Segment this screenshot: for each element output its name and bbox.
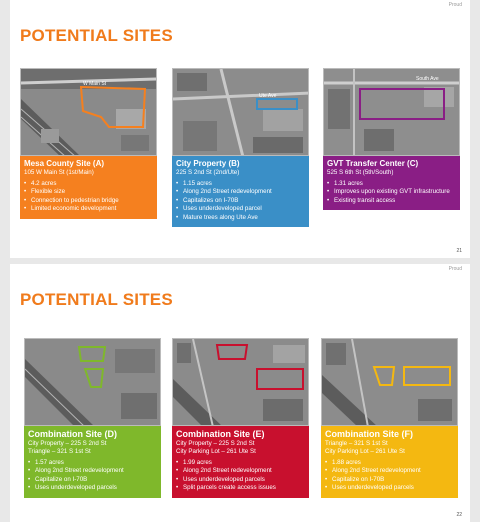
- bullet: • Capitalize on I-70B: [325, 476, 454, 484]
- site-b-info: [172, 156, 309, 227]
- slide-tag: Proud: [448, 266, 462, 272]
- bullet: • Uses underdeveloped parcels: [325, 484, 454, 492]
- bullet: • Limited economic development: [24, 205, 153, 213]
- map-label: South Ave: [416, 76, 439, 82]
- site-e-map: [172, 338, 309, 426]
- site-d-info: [24, 426, 161, 498]
- site-bullets: [325, 459, 454, 493]
- bullet: • Mature trees along Ute Ave: [176, 214, 305, 222]
- site-card-f: [321, 338, 458, 498]
- bullet: • Improves upon existing GVT infrastructure: [327, 188, 456, 196]
- slide-title: POTENTIAL SITES: [20, 26, 173, 45]
- site-address: City Property – 225 S 2nd St: [176, 440, 255, 447]
- slide-title: POTENTIAL SITES: [20, 290, 173, 309]
- bullet: • Along 2nd Street redevelopment: [28, 467, 157, 475]
- site-address: Triangle – 321 S 1st St: [325, 440, 388, 447]
- bullet: • Uses underdeveloped parcels: [176, 476, 305, 484]
- map-label: W Main St: [83, 81, 107, 87]
- bullet: • Connection to pedestrian bridge: [24, 197, 153, 205]
- site-name: Combination Site (F): [325, 429, 413, 439]
- site-card-a: [20, 68, 157, 219]
- site-bullets: [24, 180, 153, 214]
- site-name: City Property (B): [176, 159, 240, 168]
- site-address-2: City Parking Lot – 261 Ute St: [176, 448, 256, 455]
- page-number: 21: [456, 248, 462, 254]
- site-address-2: City Parking Lot – 261 Ute St: [325, 448, 405, 455]
- site-d-map: [24, 338, 161, 426]
- page-number: 22: [456, 512, 462, 518]
- bullet: • Along 2nd Street redevelopment: [176, 467, 305, 475]
- site-address: 525 S 6th St (5th/South): [327, 169, 394, 176]
- site-bullets: [176, 459, 305, 493]
- bullet: • Along 2nd Street redevelopment: [176, 188, 305, 196]
- bullet: • Uses underdeveloped parcels: [28, 484, 157, 492]
- site-name: Combination Site (D): [28, 429, 117, 439]
- bullet: • Existing transit access: [327, 197, 456, 205]
- bullet: • 1.99 acres: [176, 459, 305, 467]
- site-name: GVT Transfer Center (C): [327, 159, 419, 168]
- bullet: • 4.2 acres: [24, 180, 153, 188]
- site-card-d: [24, 338, 161, 498]
- bullet: • Capitalize on I-70B: [28, 476, 157, 484]
- site-f-map: [321, 338, 458, 426]
- site-address: City Property – 225 S 2nd St: [28, 440, 107, 447]
- bullet: • Capitalizes on I-70B: [176, 197, 305, 205]
- site-e-info: [172, 426, 309, 498]
- bullet: • 1.57 acres: [28, 459, 157, 467]
- site-card-b: [172, 68, 309, 227]
- site-f-info: [321, 426, 458, 498]
- site-a-map: [20, 68, 157, 156]
- slide-21: [10, 0, 470, 258]
- site-bullets: [327, 180, 456, 205]
- bullet: • Split parcels create access issues: [176, 484, 305, 492]
- site-name: Combination Site (E): [176, 429, 265, 439]
- bullet: • 1.88 acres: [325, 459, 454, 467]
- site-address-2: Triangle – 321 S 1st St: [28, 448, 91, 455]
- slide-tag: Proud: [448, 2, 462, 8]
- bullet: • Along 2nd Street redevelopment: [325, 467, 454, 475]
- site-bullets: [28, 459, 157, 493]
- site-c-info: [323, 156, 460, 210]
- site-a-info: [20, 156, 157, 219]
- site-c-map: [323, 68, 460, 156]
- site-address: 225 S 2nd St (2nd/Ute): [176, 169, 240, 176]
- site-card-c: [323, 68, 460, 210]
- bullet: • 1.15 acres: [176, 180, 305, 188]
- site-bullets: [176, 180, 305, 222]
- site-name: Mesa County Site (A): [24, 159, 105, 168]
- site-address: 105 W Main St (1st/Main): [24, 169, 94, 176]
- bullet: • Uses underdeveloped parcel: [176, 205, 305, 213]
- slide-22: [10, 264, 470, 522]
- map-label: Ute Ave: [259, 93, 277, 99]
- site-card-e: [172, 338, 309, 498]
- site-b-map: [172, 68, 309, 156]
- bullet: • Flexible size: [24, 188, 153, 196]
- bullet: • 1.31 acres: [327, 180, 456, 188]
